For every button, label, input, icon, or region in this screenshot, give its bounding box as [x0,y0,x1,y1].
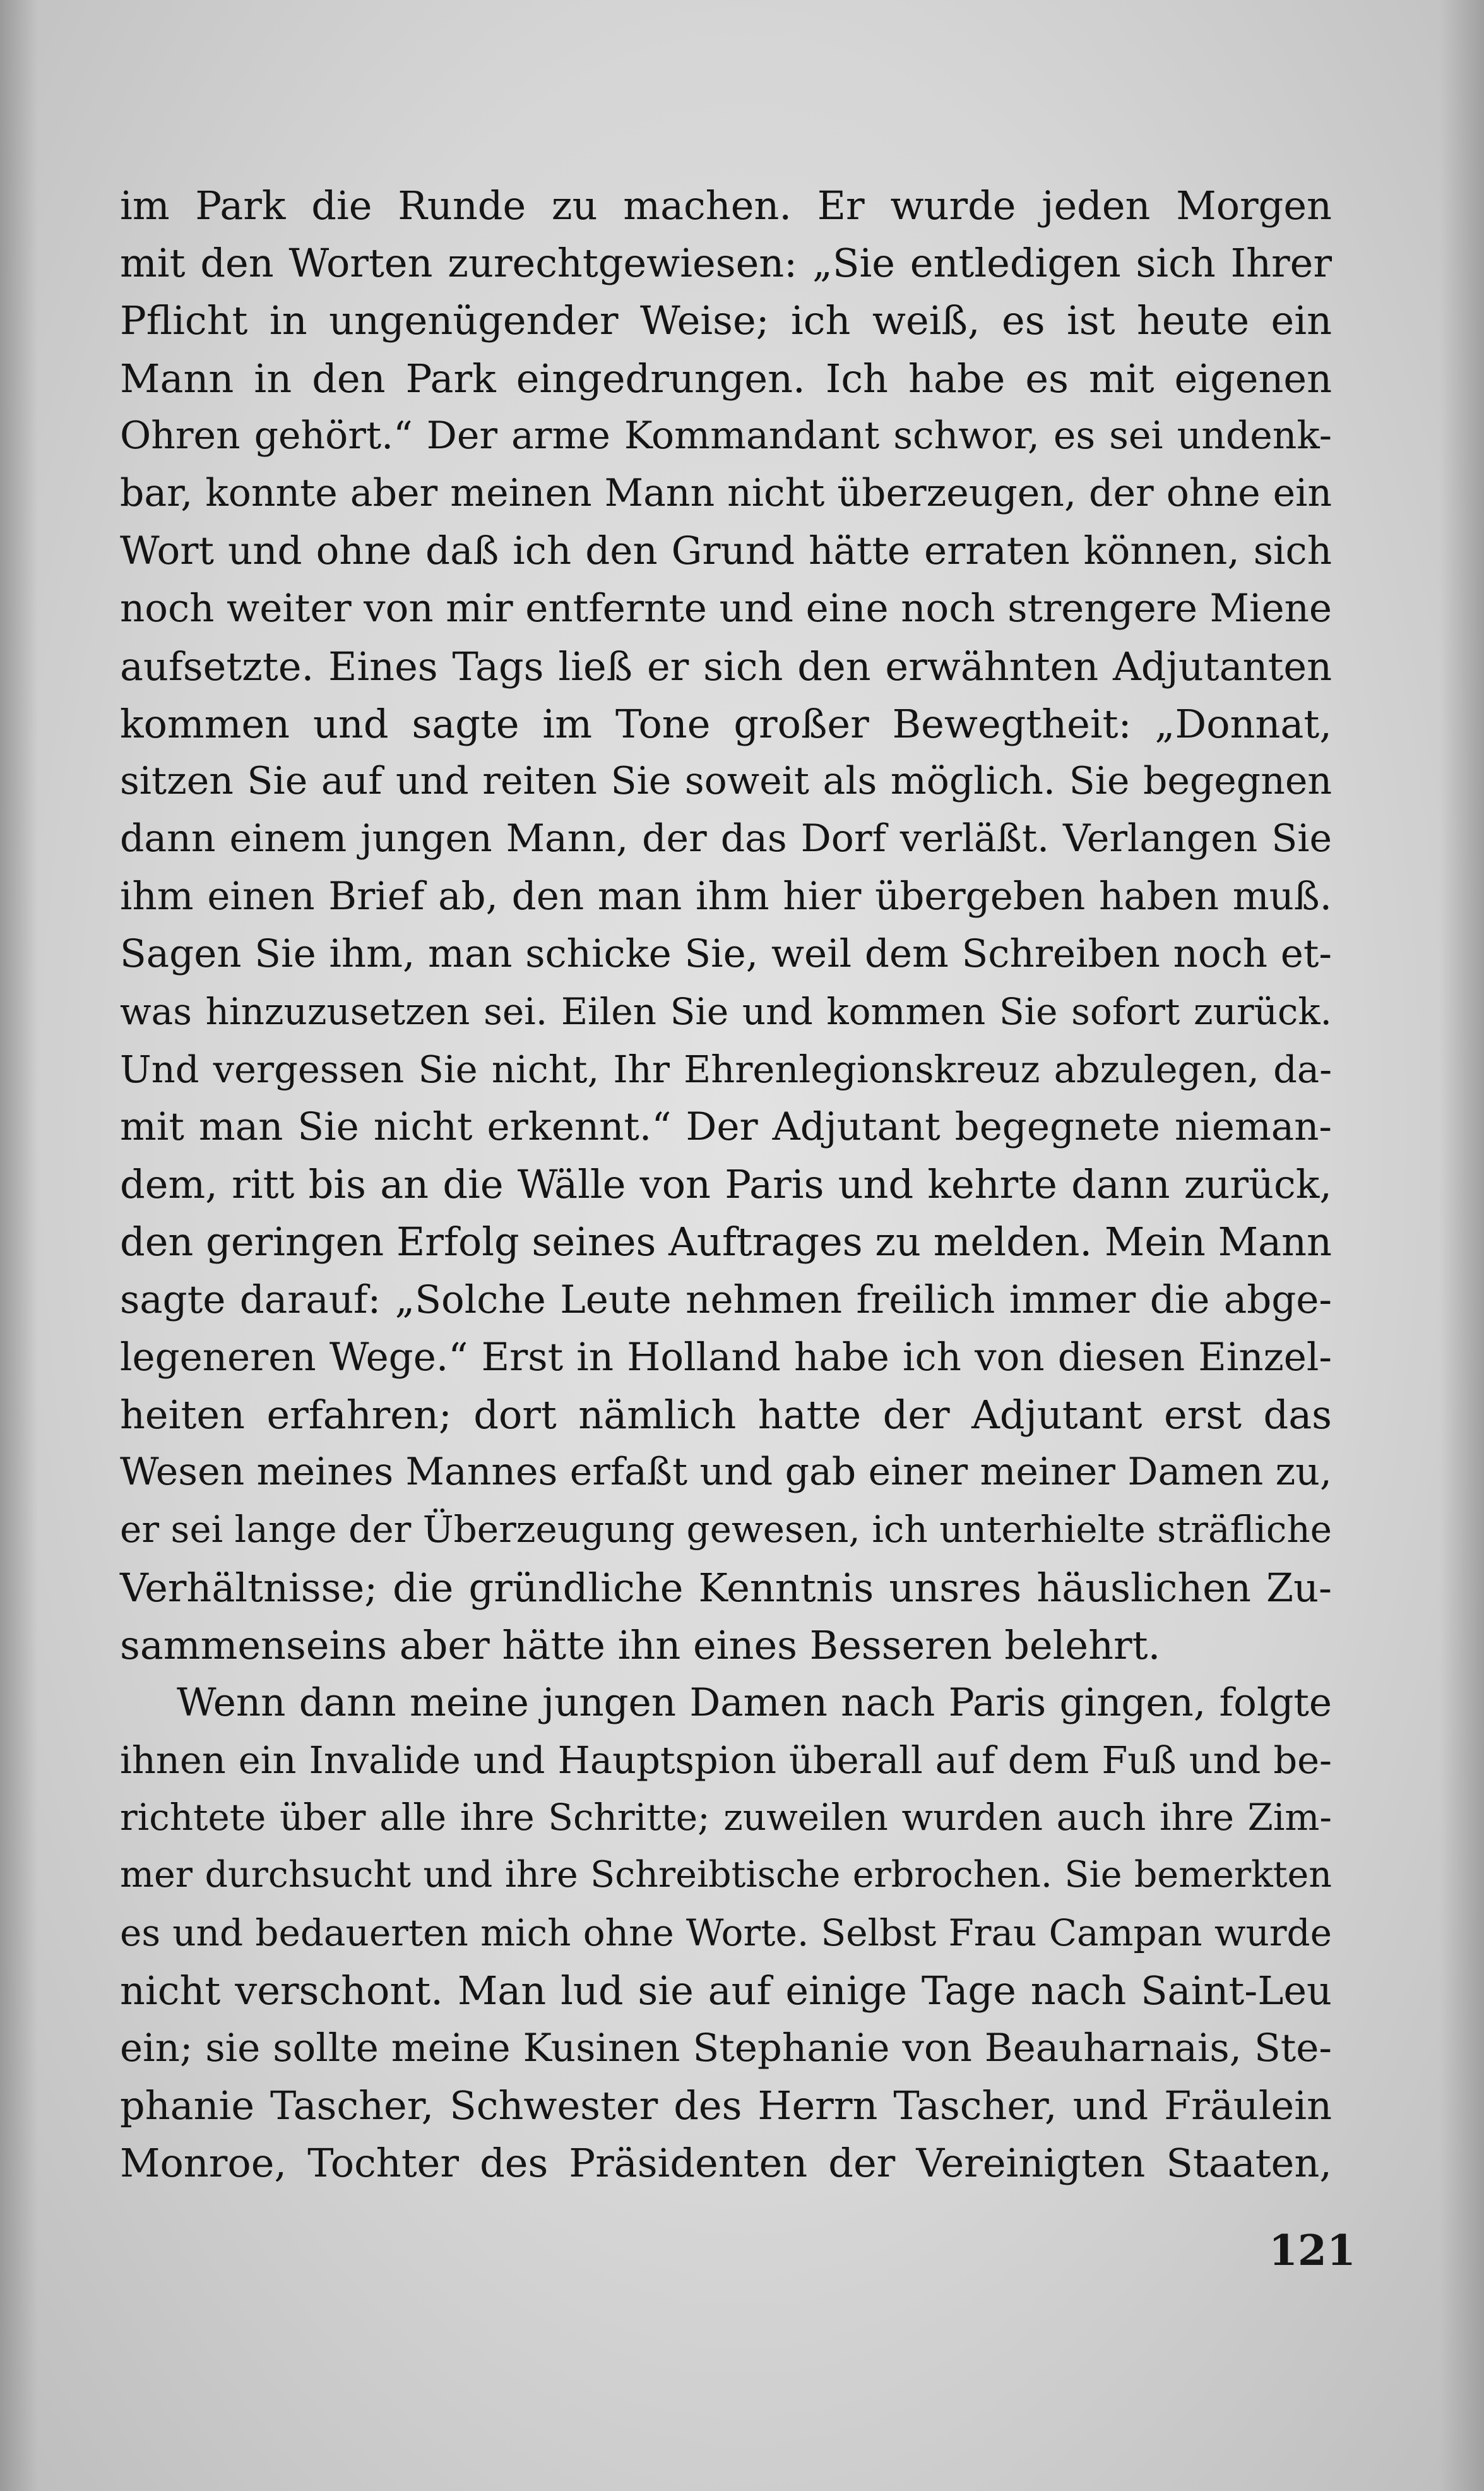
text-line: noch weiter von mir entfernte und eine noch strengere Miene [120,586,1332,631]
text-line: was hinzuzusetzen sei. Eilen Sie und kommen Sie sofort zurück. [120,989,1332,1033]
text-line: im Park die Runde zu machen. Er wurde jeden Morgen [120,182,1332,229]
text-line: Wesen meines Mannes erfaßt und gab einer meiner Damen zu, [120,1450,1332,1495]
paragraph-2 [120,1674,1332,2192]
text-line: er sei lange der Überzeugung gewesen, ich unterhielte sträfliche [120,1508,1332,1551]
text-line: sammenseins aber hätte ihn eines Besseren belehrt. [120,1622,1161,1668]
text-line: Mann in den Park eingedrungen. Ich habe es mit eigenen [120,355,1332,402]
text-line: Wenn dann meine jungen Damen nach Paris gingen, folgte [177,1680,1332,1725]
page-shadow-left [0,0,38,2491]
text-line: dem, ritt bis an die Wälle von Paris und kehrte dann zurück, [120,1161,1332,1208]
page-number: 121 [1269,2226,1356,2275]
page-shadow-right [1440,0,1484,2491]
text-line: mit man Sie nicht erkennt.“ Der Adjutant begegnete nieman- [120,1104,1332,1149]
text-line: heiten erfahren; dort nämlich hatte der Adjutant erst das [120,1391,1332,1438]
text-line: Verhältnisse; die gründliche Kenntnis unsres häuslichen Zu- [120,1564,1332,1611]
text-line: ihnen ein Invalide und Hauptspion überall auf dem Fuß und be- [120,1738,1332,1783]
body-text [120,177,1332,2192]
text-line: sagte darauf: „Solche Leute nehmen freilich immer die abge- [120,1277,1332,1322]
text-line: ein; sie sollte meine Kusinen Stephanie von Beauharnais, Ste- [120,2026,1332,2070]
text-line: Monroe, Tochter des Präsidenten der Vereinigten Staaten, [120,2140,1332,2187]
text-line: Pflicht in ungenügender Weise; ich weiß, es ist heute ein [120,297,1332,344]
text-line: ihm einen Brief ab, den man ihm hier übergeben haben muß. [120,874,1332,919]
text-line: phanie Tascher, Schwester des Herrn Tascher, und Fräulein [120,2082,1332,2129]
text-line: mer durchsucht und ihre Schreibtische erbrochen. Sie bemerkten [120,1854,1332,1896]
text-line: bar, konnte aber meinen Mann nicht überzeugen, der ohne ein [120,470,1332,515]
text-line: Sagen Sie ihm, man schicke Sie, weil dem Schreiben noch et- [120,931,1332,977]
text-line: den geringen Erfolg seines Auftrages zu melden. Mein Mann [120,1219,1332,1265]
text-line: richtete über alle ihre Schritte; zuweilen wurden auch ihre Zim- [120,1796,1332,1839]
text-line: kommen und sagte im Tone großer Bewegtheit: „Donnat, [120,700,1332,747]
text-line: mit den Worten zurechtgewiesen: „Sie entledigen sich Ihrer [120,240,1332,287]
text-line: sitzen Sie auf und reiten Sie soweit als möglich. Sie begegnen [120,758,1332,803]
text-line: Wort und ohne daß ich den Grund hätte erraten können, sich [120,529,1332,574]
text-line: aufsetzte. Eines Tags ließ er sich den erwähnten Adjutanten [120,643,1332,690]
text-line: nicht verschont. Man lud sie auf einige Tage nach Saint-Leu [120,1967,1332,2014]
text-line: Ohren gehört.“ Der arme Kommandant schwor, es sei undenk- [120,413,1332,458]
text-line: dann einem jungen Mann, der das Dorf verläßt. Verlangen Sie [120,816,1332,861]
text-line: Und vergessen Sie nicht, Ihr Ehrenlegionskreuz abzulegen, da- [120,1047,1332,1091]
paragraph-1 [120,177,1332,1674]
text-line: es und bedauerten mich ohne Worte. Selbst Frau Campan wurde [120,1911,1332,1954]
text-line: legeneren Wege.“ Erst in Holland habe ich von diesen Einzel- [120,1334,1332,1380]
